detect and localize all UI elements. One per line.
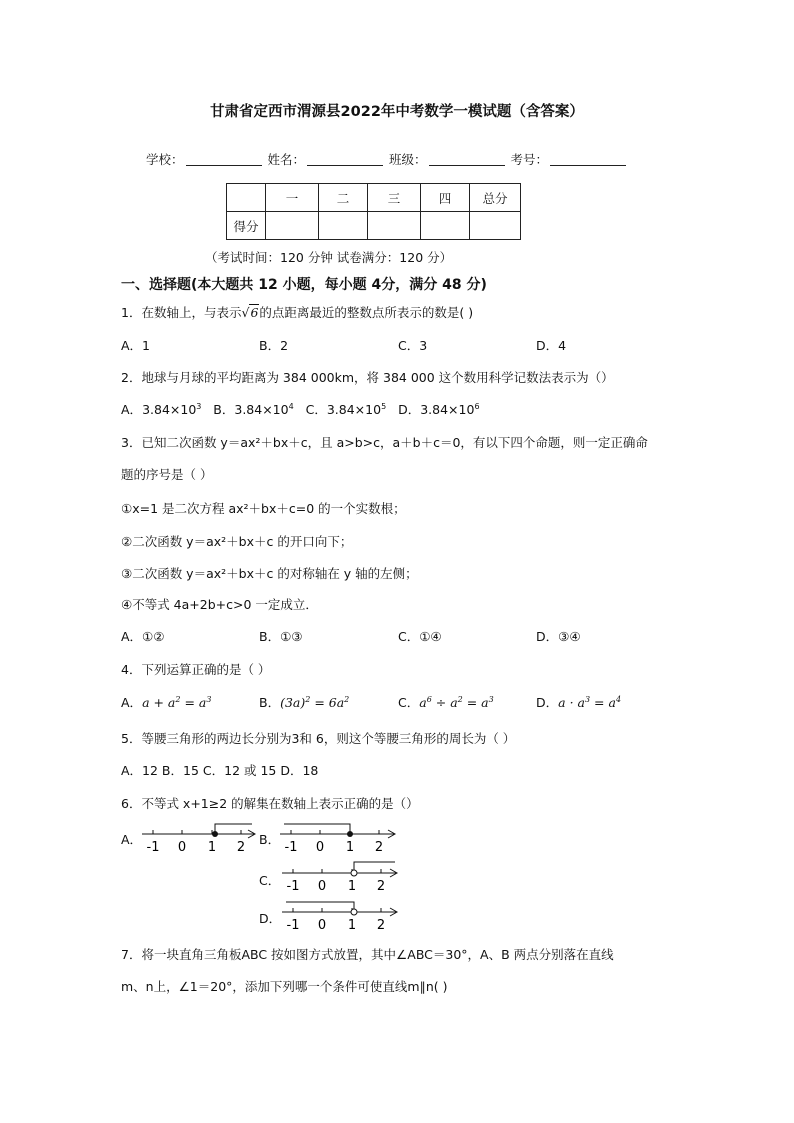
score-row-label: 得分 bbox=[227, 212, 266, 240]
question-7-line1: 7．将一块直角三角板ABC 按如图方式放置，其中∠ABC＝30°，A、B 两点分别落在直线 bbox=[121, 947, 614, 962]
tick-label: 2 bbox=[376, 918, 386, 932]
q3-option-b[interactable]: B．①③ bbox=[259, 629, 303, 644]
score-header-cell: 一 bbox=[266, 184, 319, 212]
score-cell[interactable] bbox=[470, 212, 521, 240]
score-cell[interactable] bbox=[421, 212, 470, 240]
number-blank[interactable] bbox=[550, 153, 626, 166]
question-4: 4．下列运算正确的是（ ） bbox=[121, 662, 271, 677]
tick-label: -1 bbox=[286, 918, 300, 932]
score-cell[interactable] bbox=[266, 212, 319, 240]
question-3-line1: 3．已知二次函数 y＝ax²＋bx＋c，且 a>b>c，a＋b＋c＝0，有以下四个命题，则一定正确命 bbox=[121, 435, 648, 450]
tick-label: -1 bbox=[146, 840, 160, 854]
q6-option-b-number-line[interactable] bbox=[278, 822, 400, 854]
score-header-cell: 四 bbox=[421, 184, 470, 212]
school-blank[interactable] bbox=[186, 153, 262, 166]
tick-label: 1 bbox=[207, 840, 217, 854]
score-table-row bbox=[227, 212, 521, 240]
tick-label: 2 bbox=[376, 879, 386, 893]
q6-option-b-label[interactable]: B． bbox=[259, 832, 281, 847]
question-6: 6．不等式 x+1≥2 的解集在数轴上表示正确的是（） bbox=[121, 796, 419, 811]
q2-option-c[interactable]: C．$3.84\times 10^5$ bbox=[305, 402, 387, 417]
tick-label: 1 bbox=[345, 840, 355, 854]
q6-option-c-number-line[interactable] bbox=[280, 859, 402, 893]
q3-statement-2: ②二次函数 y＝ax²＋bx＋c 的开口向下； bbox=[121, 534, 353, 549]
q6-option-c-label[interactable]: C． bbox=[259, 873, 281, 888]
section-heading: 一、选择题(本大题共 12 小题，每小题 4分，满分 48 分) bbox=[121, 277, 487, 293]
q6-option-a-number-line[interactable] bbox=[140, 822, 260, 854]
q1-option-d[interactable]: D．4 bbox=[536, 338, 567, 353]
name-blank[interactable] bbox=[307, 153, 383, 166]
q1-text: 1．在数轴上，与表示 bbox=[121, 305, 242, 320]
sqrt-expression: √6 bbox=[241, 305, 259, 320]
q4-option-b[interactable]: B．$(3a)^2 = 6a^2$ bbox=[259, 695, 350, 710]
school-label: 学校： bbox=[146, 152, 184, 167]
q3-option-d[interactable]: D．③④ bbox=[536, 629, 581, 644]
score-header-cell: 三 bbox=[368, 184, 421, 212]
class-blank[interactable] bbox=[429, 153, 505, 166]
q3-statement-4: ④不等式 4a+2b+c>0 一定成立． bbox=[121, 597, 318, 612]
q6-option-d-label[interactable]: D． bbox=[259, 911, 282, 926]
q6-option-d-number-line[interactable] bbox=[280, 898, 402, 932]
tick-label: 1 bbox=[347, 879, 357, 893]
tick-label: 0 bbox=[317, 879, 327, 893]
q3-statement-3: ③二次函数 y＝ax²＋bx＋c 的对称轴在 y 轴的左侧； bbox=[121, 566, 418, 581]
page-title: 甘肃省定西市渭源县2022年中考数学一模试题（含答案） bbox=[210, 104, 584, 120]
q2-option-a[interactable]: A．$3.84\times 10^3$ bbox=[121, 402, 202, 417]
q3-statement-1: ①x=1 是二次方程 ax²＋bx＋c=0 的一个实数根； bbox=[121, 501, 406, 516]
score-header-cell: 二 bbox=[319, 184, 368, 212]
q5-options[interactable]: A．12 B．15 C．12 或 15 D．18 bbox=[121, 763, 319, 778]
class-label: 班级： bbox=[389, 152, 427, 167]
number-label: 考号： bbox=[510, 152, 549, 167]
q1-radicand: 6 bbox=[250, 305, 259, 320]
q4-option-a[interactable]: A．$a + a^2 = a^3$ bbox=[121, 695, 212, 710]
tick-label: 0 bbox=[317, 918, 327, 932]
q1-option-b[interactable]: B．2 bbox=[259, 338, 289, 353]
q1-option-a[interactable]: A．1 bbox=[121, 338, 151, 353]
question-3-line2: 题的序号是（ ） bbox=[121, 467, 213, 482]
q3-option-a[interactable]: A．①② bbox=[121, 629, 165, 644]
score-cell[interactable] bbox=[368, 212, 421, 240]
name-label: 姓名： bbox=[267, 152, 306, 167]
q4-option-c[interactable]: C．$a^6 \div a^2 = a^3$ bbox=[398, 695, 494, 710]
tick-label: 2 bbox=[374, 840, 384, 854]
score-header-cell bbox=[227, 184, 266, 212]
exam-note: （考试时间：120 分钟 试卷满分：120 分） bbox=[205, 250, 453, 265]
q1-text-b: 的点距离最近的整数点所表示的数是( ) bbox=[259, 305, 474, 320]
score-table bbox=[226, 183, 521, 240]
q2-options bbox=[121, 400, 480, 418]
q2-option-b[interactable]: B．$3.84\times 10^4$ bbox=[213, 402, 294, 417]
tick-label: 1 bbox=[347, 918, 357, 932]
q3-option-c[interactable]: C．①④ bbox=[398, 629, 442, 644]
score-table-header-row bbox=[227, 184, 521, 212]
tick-label: -1 bbox=[286, 879, 300, 893]
tick-label: 0 bbox=[315, 840, 325, 854]
q4-option-d[interactable]: D．$a \cdot a^3 = a^4$ bbox=[536, 695, 622, 710]
question-1 bbox=[121, 303, 473, 321]
q6-option-a-label[interactable]: A． bbox=[121, 832, 143, 847]
score-header-cell: 总分 bbox=[470, 184, 521, 212]
question-7-line2: m、n上，∠1＝20°，添加下列哪一个条件可使直线m∥n( ) bbox=[121, 979, 448, 994]
score-cell[interactable] bbox=[319, 212, 368, 240]
student-info-line bbox=[146, 150, 628, 168]
question-5: 5．等腰三角形的两边长分别为3和 6，则这个等腰三角形的周长为（ ） bbox=[121, 731, 516, 746]
tick-label: -1 bbox=[284, 840, 298, 854]
q1-option-c[interactable]: C．3 bbox=[398, 338, 428, 353]
q2-option-d[interactable]: D．$3.84\times 10^6$ bbox=[398, 402, 480, 417]
tick-label: 0 bbox=[177, 840, 187, 854]
question-2: 2．地球与月球的平均距离为 384 000km，将 384 000 这个数用科学记数法表示为（） bbox=[121, 370, 614, 385]
tick-label: 2 bbox=[236, 840, 246, 854]
